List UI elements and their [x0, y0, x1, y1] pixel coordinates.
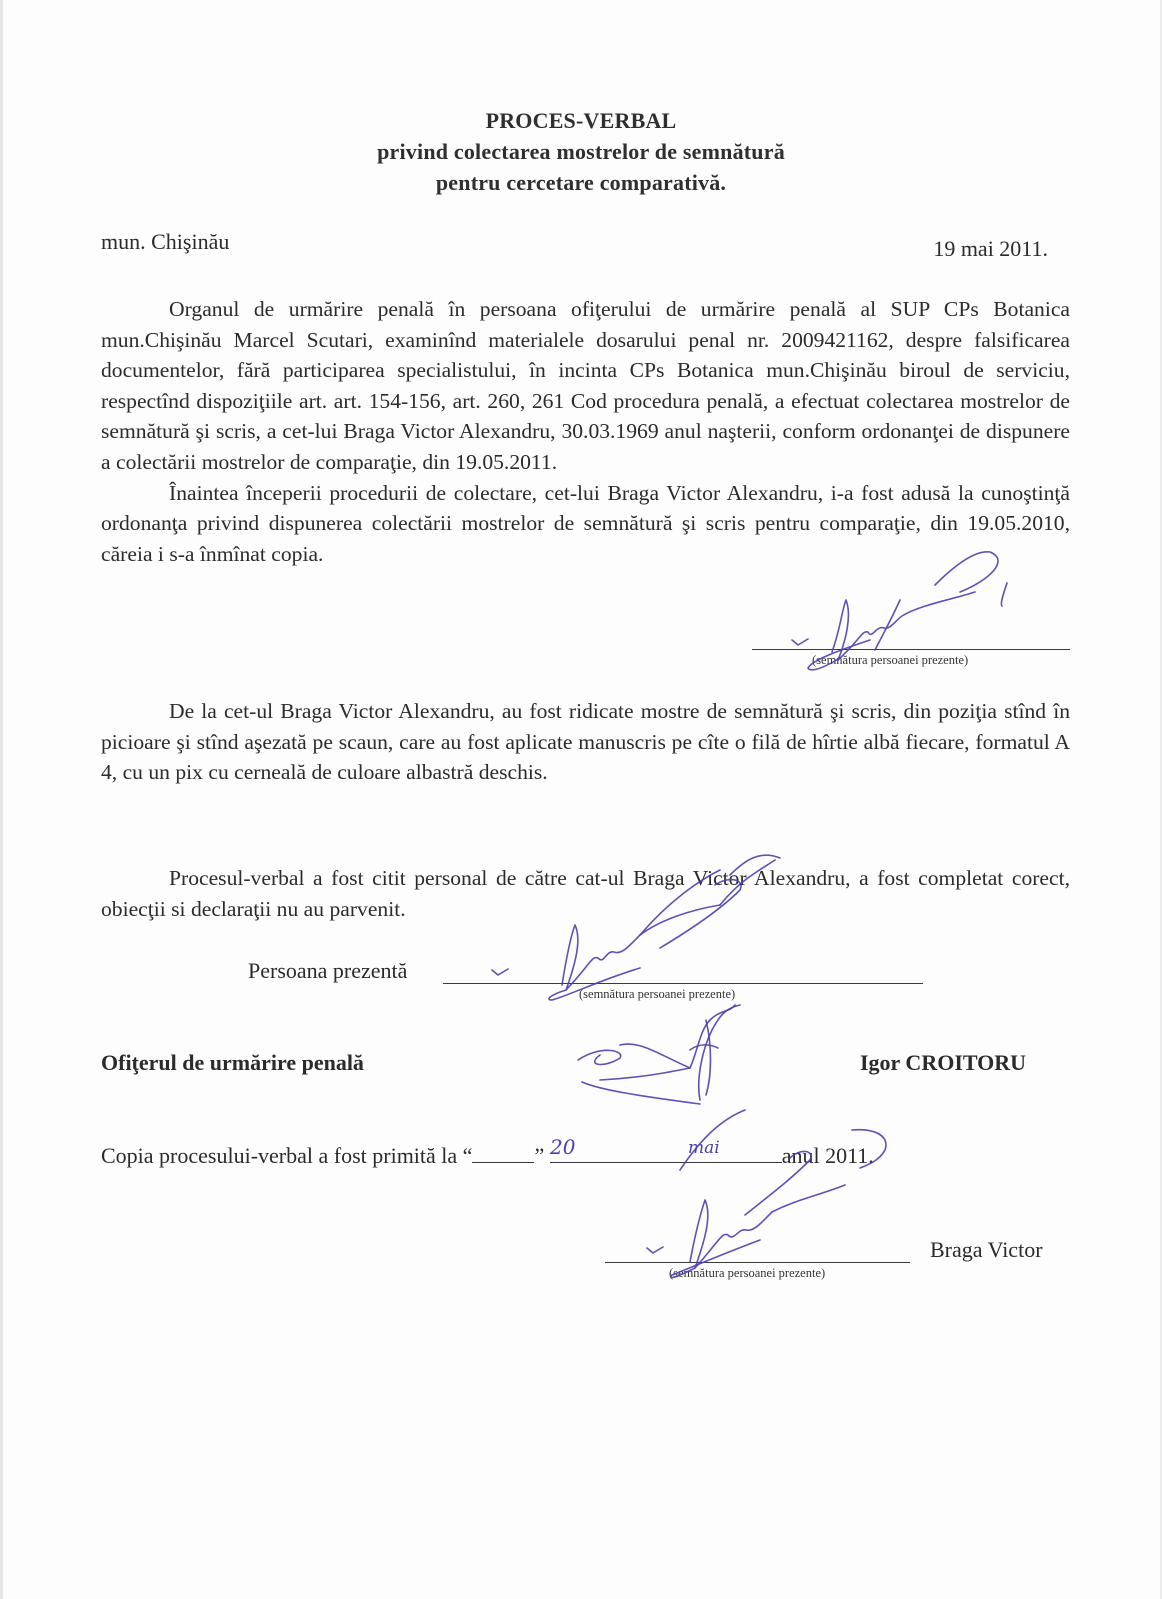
- copy-receipt-prefix: Copia procesului-verbal a fost primită la “: [101, 1143, 473, 1168]
- officer-label: Ofiţerul de urmărire penală: [101, 1050, 364, 1075]
- copy-receipt-suffix: anul 2011.: [781, 1143, 874, 1168]
- officer-name: Igor CROITORU: [860, 1050, 1027, 1075]
- paragraph-4: Procesul-verbal a fost citit personal de către cat-ul Braga Victor Alexandru, a fost completat corect, obiecţii si declaraţii nu au parvenit.: [101, 866, 1070, 921]
- document-subtitle-line1: privind colectarea mostrelor de semnătură: [377, 139, 785, 164]
- signature-3-icon: [647, 1110, 845, 1278]
- paragraph-2: Înaintea începerii procedurii de colectare, cet-lui Braga Victor Alexandru, i-a fost adusă la cunoştinţă ordonanţa privind dispunerea colectării mostrelor de semnătură şi scris pentru comparaţie, din 19.05.2010, căreia i s-a înmînat copia.: [101, 480, 1070, 566]
- month-blank: [550, 1144, 782, 1163]
- signature-caption-2: (semnătura persoanei prezente): [579, 987, 736, 1001]
- body-section-2: [101, 696, 1070, 788]
- signature-line-2: [443, 983, 923, 984]
- paragraph-3: De la cet-ul Braga Victor Alexandru, au fost ridicate mostre de semnătură şi scris, din poziţia stînd în picioare şi stînd aşezată pe scaun, care au fost aplicate manuscris pe cîte o filă de hîrtie albă fiecare, formatul A 4, cu un pix cu cerneală de culoare albastră deschis.: [101, 699, 1070, 785]
- body-section-1: [101, 294, 1070, 569]
- handwritten-month: mai: [688, 1138, 720, 1158]
- day-blank: [472, 1144, 534, 1163]
- scan-edge-left: [0, 0, 3, 1599]
- document-subtitle-line2: pentru cercetare comparativă.: [435, 170, 727, 195]
- document-date: 19 mai 2011.: [933, 236, 1048, 261]
- signature-line-1: [752, 649, 1070, 650]
- present-person-label: Persoana prezentă: [248, 958, 408, 983]
- paragraph-1: Organul de urmărire penală în persoana ofiţerului de urmărire penală al SUP CPs Botanica mun.Chişinău Marcel Scutari, examinînd materialele dosarului penal nr. 2009421162, despre falsificarea documentelor, fără participarea specialistului, în incinta CPs Botanica mun.Chişinău biroul de serviciu, respectînd dispoziţiile art. art. 154-156, art. 260, 261 Cod procedura penală, a efectuat colectarea mostrelor de semnătură şi scris, a cet-lui Braga Victor Alexandru, 30.03.1969 anul naşterii, conform ordonanţei de dispunere a colectării mostrelor de comparaţie, din 19.05.2011.: [101, 297, 1070, 474]
- handwritten-day: 20: [550, 1135, 576, 1159]
- document-title: PROCES-VERBAL: [485, 108, 677, 133]
- place: mun. Chişinău: [101, 229, 230, 254]
- signature-officer-icon: [578, 1005, 740, 1104]
- signature-line-3: [605, 1262, 910, 1263]
- body-section-3: [101, 863, 1070, 924]
- signature-caption-3: (semnătura persoanei prezente): [669, 1266, 826, 1280]
- signature-caption-1: (semnătura persoanei prezente): [812, 653, 969, 667]
- copy-receipt-line: [101, 1143, 874, 1169]
- copy-receipt-quote-close: ”: [534, 1143, 545, 1168]
- signer-name: Braga Victor: [930, 1237, 1043, 1262]
